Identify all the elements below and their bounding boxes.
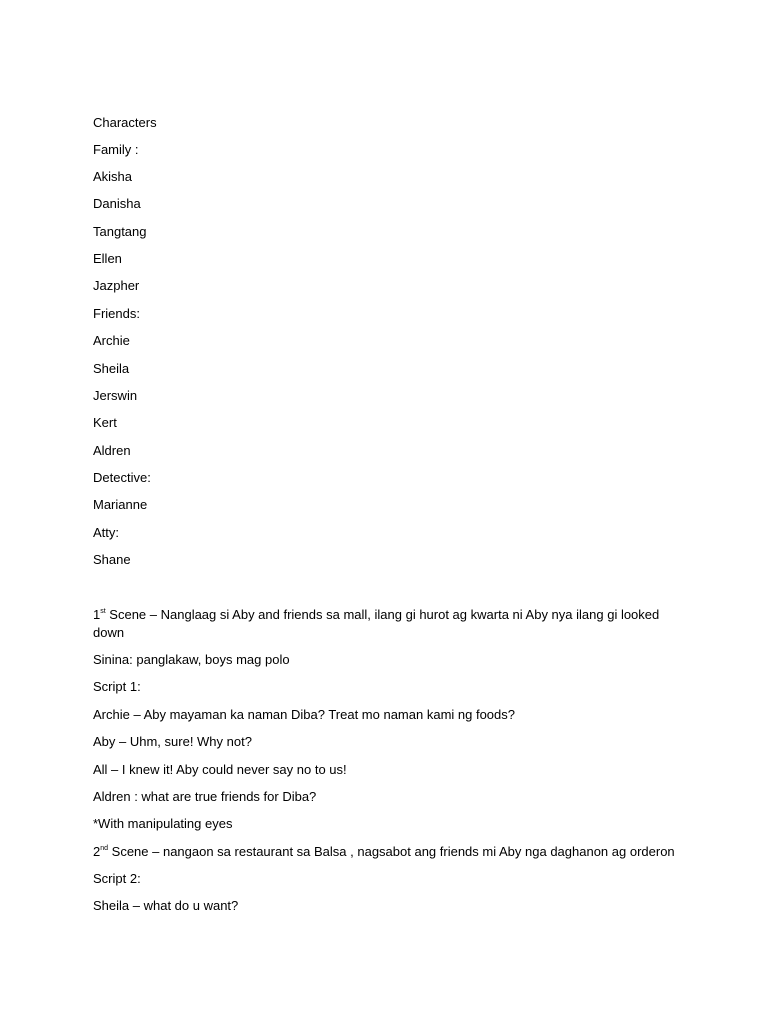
atty-name: Shane xyxy=(93,552,131,567)
atty-label: Atty: xyxy=(93,525,120,540)
script-line: Archie – Aby mayaman ka naman Diba? Treat mo naman kami ng foods? xyxy=(93,707,515,722)
friends-label: Friends: xyxy=(93,306,140,321)
script-line: Sheila – what do u want? xyxy=(93,898,239,913)
scene-1-heading xyxy=(93,606,673,642)
script-line: All – I knew it! Aby could never say no to us! xyxy=(93,762,347,777)
family-member: Jazpher xyxy=(93,278,140,293)
friend-name: Archie xyxy=(93,333,130,348)
friend-name: Aldren xyxy=(93,443,131,458)
scene-number: 1 xyxy=(93,607,101,622)
friend-name: Kert xyxy=(93,415,117,430)
friend-name: Jerswin xyxy=(93,388,138,403)
scene-description: Scene – Nanglaag si Aby and friends sa mall, ilang gi hurot ag kwarta ni Aby nya ilang gi looked down xyxy=(93,607,660,640)
family-member: Ellen xyxy=(93,251,122,266)
script-line: Aby – Uhm, sure! Why not? xyxy=(93,734,252,749)
ordinal-suffix: nd xyxy=(100,845,109,852)
detective-name: Marianne xyxy=(93,497,148,512)
family-member: Danisha xyxy=(93,196,141,211)
ordinal-suffix: st xyxy=(100,608,106,615)
stage-direction: *With manipulating eyes xyxy=(93,816,233,831)
friend-name: Sheila xyxy=(93,361,130,376)
family-member: Tangtang xyxy=(93,224,147,239)
family-member: Akisha xyxy=(93,169,133,184)
script-line: Aldren : what are true friends for Diba? xyxy=(93,789,317,804)
scene-2-heading xyxy=(93,843,693,861)
scene-number: 2 xyxy=(93,844,101,859)
script-2-title: Script 2: xyxy=(93,871,141,886)
family-label: Family : xyxy=(93,142,139,157)
characters-heading: Characters xyxy=(93,115,157,130)
costume-note: Sinina: panglakaw, boys mag polo xyxy=(93,652,290,667)
scene-description: Scene – nangaon sa restaurant sa Balsa , nagsabot ang friends mi Aby nga daghanon ag orderon xyxy=(108,844,675,859)
script-1-title: Script 1: xyxy=(93,679,141,694)
detective-label: Detective: xyxy=(93,470,151,485)
